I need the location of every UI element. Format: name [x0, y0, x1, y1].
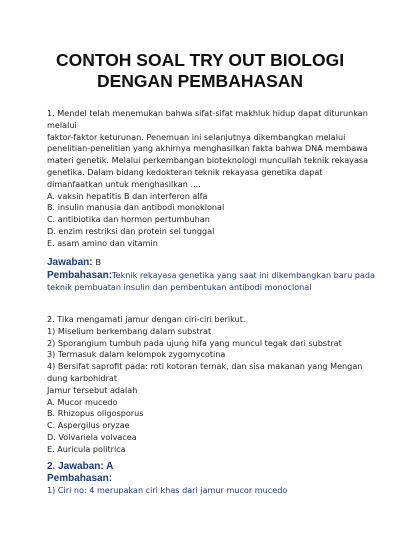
q2-option-a: A. Mucor mucedo	[47, 396, 118, 407]
q2-pembahasan-line: 1) Ciri no: 4 merupakan ciri khas dari jamur mucor mucedo	[47, 485, 288, 495]
q2-jawaban: 2. Jawaban: A	[47, 461, 114, 472]
q1-jawaban	[47, 256, 375, 269]
q1-line: faktor-faktor keturunan. Penemuan ini selanjutnya dikembangkan melalui	[47, 131, 346, 142]
q2-item-3: 3) Termasuk dalam kelompok zygomycotina	[47, 349, 226, 360]
q2-item-4: 4) Bersifat saprofit pada: roti kotoran ternak, dan sisa makanan yang Mengan	[47, 361, 363, 372]
q1-line: genetika. Dalam bidang kedokteran teknik rekayasa genetika dapat	[47, 166, 323, 177]
q1-pembahasan-text: Teknik rekayasa genetika yang saat ini dikembangkan baru pada teknik pembuatan insulin dan pembentukan antibodi monoclonal	[47, 270, 375, 292]
question-2	[47, 314, 375, 456]
q1-pembahasan-label: Pembahasan:	[47, 270, 113, 281]
q2-item-1: 1) Miselium berkembang dalam substrat	[47, 325, 212, 336]
q1-line: melalui	[47, 119, 77, 130]
q2-line: Jamur tersebut adalah	[47, 384, 138, 395]
question-1	[47, 108, 375, 250]
q1-pembahasan	[47, 270, 375, 294]
q1-answer	[47, 256, 375, 294]
q1-option-d: D. enzim restriksi dan protein sel tunggal	[47, 225, 215, 236]
q1-line: penelitian-penelitian yang akhirnya menghasilkan fakta bahwa DNA membawa	[47, 143, 368, 154]
q1-jawaban-label: Jawaban:	[47, 257, 93, 268]
q2-answer	[47, 461, 375, 497]
q1-line: 1. Mendel telah menemukan bahwa sifat-sifat makhluk hidup dapat diturunkan	[47, 108, 368, 118]
q1-line: materi genetik. Melalui perkembangan bioteknologi muncullah teknik rekayasa	[47, 155, 369, 166]
q2-pembahasan-label: Pembahasan:	[47, 473, 113, 484]
q1-line: dimanfaatkan untuk menghasilkan ....	[47, 178, 201, 189]
q2-option-c: C. Aspergilus oryzae	[47, 420, 130, 431]
q2-line: 2. Tika mengamati jamur dengan ciri-ciri berikut.	[47, 314, 246, 324]
q1-jawaban-value: B	[95, 257, 102, 267]
page-title	[0, 50, 400, 92]
q2-option-e: E. Auricula politrica	[47, 443, 126, 454]
q2-option-b: B. Rhizopus oligosporus	[47, 408, 144, 419]
q1-option-e: E. asam amino dan vitamin	[47, 237, 158, 248]
q1-option-a: A. vaksin hepatitis B dan interferon alfa	[47, 190, 208, 201]
title-line-2: DENGAN PEMBAHASAN	[96, 71, 304, 91]
q2-item-2: 2) Sporangium tumbuh pada ujung hifa yang muncul tegak dari substrat	[47, 337, 342, 348]
q1-option-b: B. insulin manusia dan antibodi monoklonal	[47, 202, 225, 213]
q1-option-c: C. antibiotika dan hormon pertumbuhan	[47, 214, 210, 225]
title-line-1: CONTOH SOAL TRY OUT BIOLOGI	[55, 50, 345, 70]
q2-line: dung karbohidrat	[47, 372, 118, 383]
q2-option-d: D. Volvariela volvacea	[47, 431, 137, 442]
